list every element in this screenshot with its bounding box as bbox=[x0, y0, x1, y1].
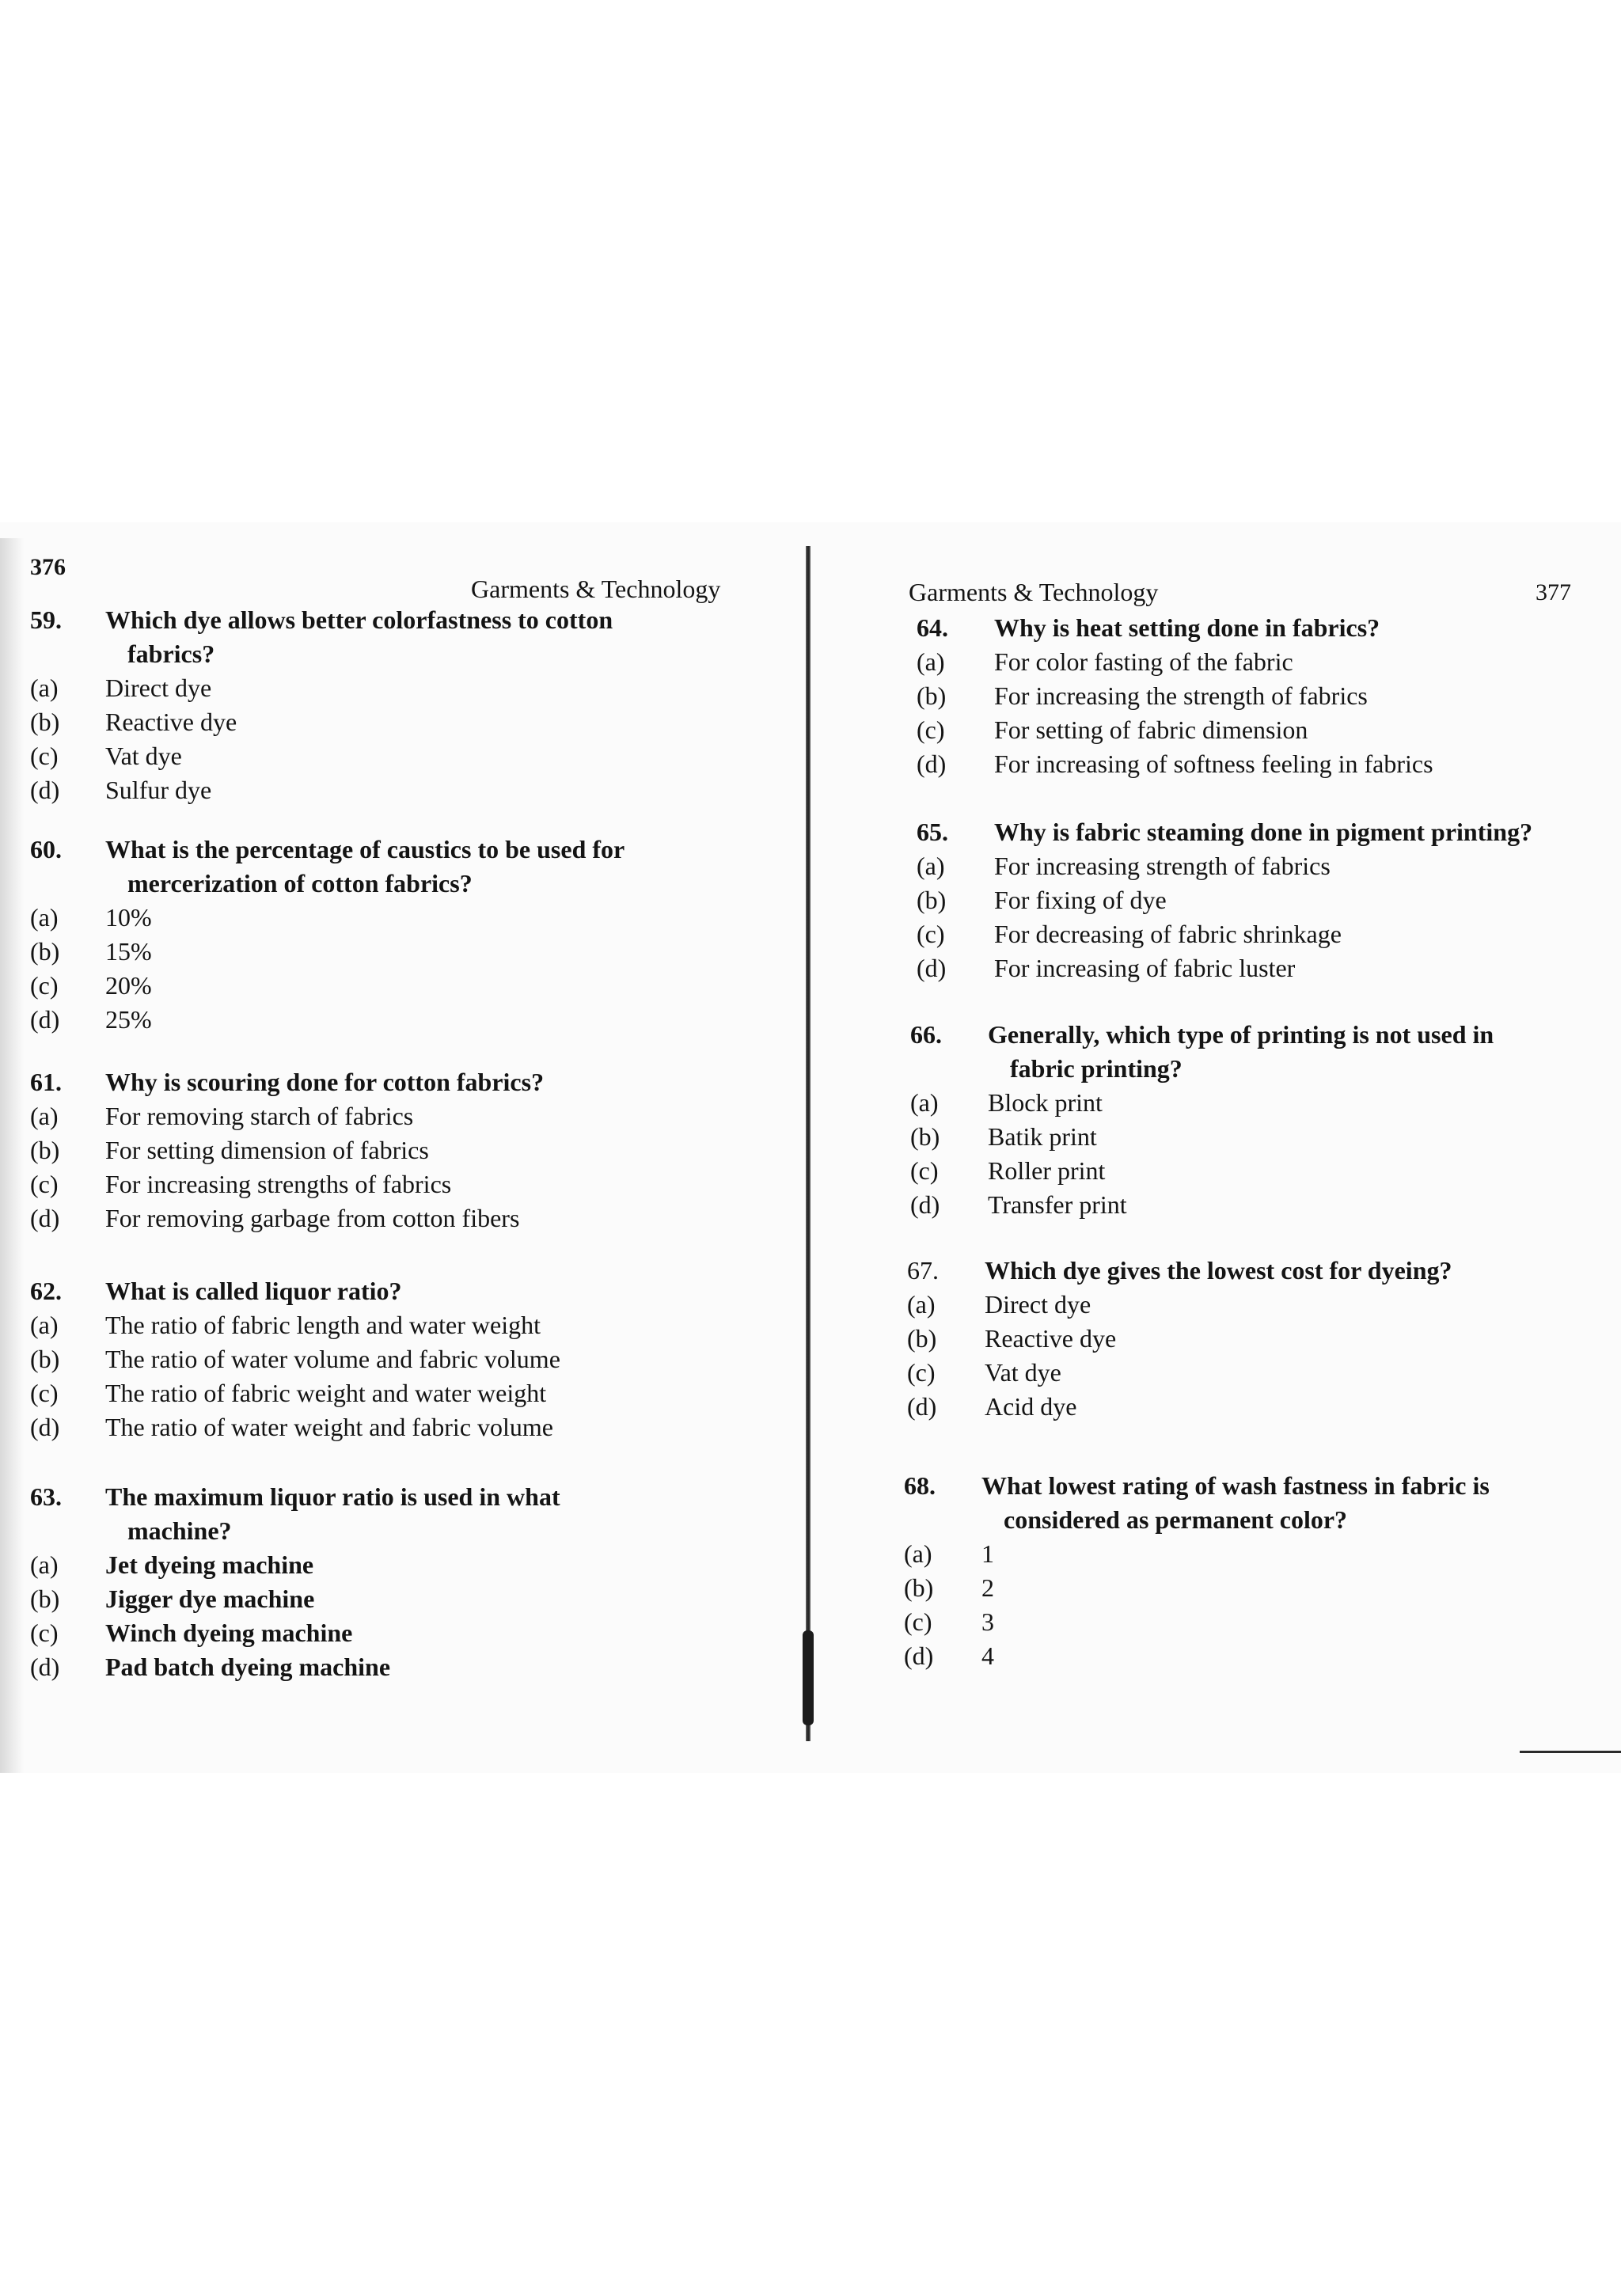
option-text: 4 bbox=[981, 1641, 994, 1670]
option-b bbox=[904, 1571, 1581, 1605]
option-d bbox=[907, 1390, 1580, 1424]
option-label: (d) bbox=[30, 1204, 60, 1232]
option-text: The ratio of water weight and fabric volume bbox=[105, 1413, 553, 1441]
question-number: 62. bbox=[30, 1277, 62, 1305]
question-number: 65. bbox=[917, 818, 948, 846]
question-text: Why is scouring done for cotton fabrics? bbox=[105, 1068, 545, 1096]
option-label: (a) bbox=[30, 674, 59, 702]
question-63 bbox=[30, 1480, 750, 1684]
page-number: 376 bbox=[30, 554, 66, 580]
option-label: (b) bbox=[30, 1584, 60, 1613]
question-text bbox=[981, 1469, 1581, 1537]
option-text: Jigger dye machine bbox=[105, 1584, 315, 1613]
option-text: The ratio of water volume and fabric volume bbox=[105, 1345, 560, 1373]
question-number: 63. bbox=[30, 1482, 62, 1511]
option-label: (a) bbox=[904, 1539, 932, 1568]
running-head: Garments & Technology bbox=[471, 575, 721, 603]
question-text-line: fabrics? bbox=[127, 639, 215, 668]
option-label: (c) bbox=[30, 1379, 59, 1407]
gutter-binding-shadow bbox=[803, 1630, 814, 1725]
option-d bbox=[30, 1410, 750, 1444]
option-label: (c) bbox=[917, 715, 945, 744]
question-stem bbox=[30, 603, 750, 671]
question-text: Which dye gives the lowest cost for dyeing? bbox=[985, 1256, 1452, 1285]
question-stem bbox=[30, 1065, 750, 1099]
option-a bbox=[910, 1086, 1583, 1120]
option-d bbox=[910, 1188, 1583, 1222]
option-label: (b) bbox=[910, 1122, 940, 1151]
option-a bbox=[917, 849, 1581, 883]
option-label: (a) bbox=[910, 1088, 939, 1117]
option-a bbox=[917, 645, 1581, 679]
option-text: 25% bbox=[105, 1005, 152, 1034]
question-text bbox=[105, 603, 750, 671]
right-page bbox=[902, 578, 1583, 1725]
option-label: (c) bbox=[30, 971, 59, 1000]
option-text: Direct dye bbox=[985, 1290, 1091, 1319]
question-number: 67. bbox=[907, 1256, 939, 1285]
option-b bbox=[30, 935, 750, 969]
option-b bbox=[30, 1133, 750, 1167]
question-text bbox=[105, 1480, 750, 1548]
question-text-line: machine? bbox=[127, 1516, 232, 1545]
option-text: For increasing of fabric luster bbox=[994, 954, 1296, 982]
option-text: 1 bbox=[981, 1539, 994, 1568]
option-text: For color fasting of the fabric bbox=[994, 647, 1293, 676]
question-text: Why is fabric steaming done in pigment printing? bbox=[994, 818, 1533, 846]
book-gutter bbox=[806, 546, 810, 1741]
option-d bbox=[30, 1650, 750, 1684]
option-b bbox=[30, 1342, 750, 1376]
option-text: For increasing of softness feeling in fabrics bbox=[994, 750, 1433, 778]
option-text: Vat dye bbox=[985, 1358, 1061, 1387]
option-label: (a) bbox=[907, 1290, 936, 1319]
option-label: (a) bbox=[30, 903, 59, 932]
question-text: Why is heat setting done in fabrics? bbox=[994, 613, 1380, 642]
option-text: Direct dye bbox=[105, 674, 212, 702]
option-label: (c) bbox=[30, 1170, 59, 1198]
option-a bbox=[30, 671, 750, 705]
option-label: (b) bbox=[904, 1573, 934, 1602]
option-label: (c) bbox=[917, 920, 945, 948]
option-text: For setting of fabric dimension bbox=[994, 715, 1308, 744]
option-text: For fixing of dye bbox=[994, 886, 1167, 914]
option-text: 20% bbox=[105, 971, 152, 1000]
option-b bbox=[910, 1120, 1583, 1154]
question-stem bbox=[907, 1254, 1580, 1288]
option-label: (d) bbox=[30, 1413, 60, 1441]
question-stem bbox=[917, 815, 1581, 849]
option-label: (b) bbox=[907, 1324, 937, 1353]
question-64 bbox=[917, 611, 1581, 781]
option-text: 3 bbox=[981, 1607, 994, 1636]
option-text: Vat dye bbox=[105, 742, 182, 770]
option-label: (b) bbox=[30, 1136, 60, 1164]
question-text-line: fabric printing? bbox=[1010, 1054, 1183, 1083]
option-text: The ratio of fabric length and water weight bbox=[105, 1311, 541, 1339]
option-d bbox=[30, 1003, 750, 1037]
option-b bbox=[917, 883, 1581, 917]
question-text-line: What is the percentage of caustics to be used for bbox=[105, 835, 625, 863]
question-number: 66. bbox=[910, 1020, 942, 1049]
question-stem bbox=[30, 1480, 750, 1548]
question-66 bbox=[910, 1018, 1583, 1222]
option-text: Roller print bbox=[988, 1156, 1106, 1185]
option-label: (d) bbox=[917, 750, 947, 778]
option-c bbox=[30, 1616, 750, 1650]
question-text-line: Which dye allows better colorfastness to cotton bbox=[105, 605, 613, 634]
option-label: (c) bbox=[907, 1358, 936, 1387]
option-c bbox=[30, 1376, 750, 1410]
option-label: (d) bbox=[910, 1190, 940, 1219]
option-text: 10% bbox=[105, 903, 152, 932]
page-corner-rule bbox=[1520, 1751, 1621, 1753]
option-label: (a) bbox=[30, 1311, 59, 1339]
option-label: (d) bbox=[917, 954, 947, 982]
question-stem bbox=[30, 833, 750, 901]
question-number: 60. bbox=[30, 835, 62, 863]
option-text: For decreasing of fabric shrinkage bbox=[994, 920, 1342, 948]
option-text: Transfer print bbox=[988, 1190, 1127, 1219]
question-68 bbox=[904, 1469, 1581, 1673]
option-c bbox=[917, 917, 1581, 951]
option-label: (d) bbox=[904, 1641, 934, 1670]
option-d bbox=[904, 1639, 1581, 1673]
option-c bbox=[30, 739, 750, 773]
question-61 bbox=[30, 1065, 750, 1235]
question-text-line: considered as permanent color? bbox=[1004, 1505, 1348, 1534]
option-text: For removing starch of fabrics bbox=[105, 1102, 414, 1130]
option-text: Pad batch dyeing machine bbox=[105, 1653, 391, 1681]
option-c bbox=[30, 969, 750, 1003]
option-label: (c) bbox=[30, 742, 59, 770]
option-text: For increasing the strength of fabrics bbox=[994, 681, 1368, 710]
option-b bbox=[907, 1322, 1580, 1356]
question-67 bbox=[907, 1254, 1580, 1424]
option-text: 2 bbox=[981, 1573, 994, 1602]
running-head: Garments & Technology bbox=[909, 578, 1159, 606]
option-label: (d) bbox=[907, 1392, 937, 1421]
option-c bbox=[917, 713, 1581, 747]
question-text-line: The maximum liquor ratio is used in what bbox=[105, 1482, 560, 1511]
option-label: (d) bbox=[30, 1005, 60, 1034]
option-label: (a) bbox=[30, 1102, 59, 1130]
option-text: 15% bbox=[105, 937, 152, 966]
option-a bbox=[30, 1308, 750, 1342]
option-text: Sulfur dye bbox=[105, 776, 212, 804]
option-label: (c) bbox=[904, 1607, 932, 1636]
option-a bbox=[30, 1548, 750, 1582]
option-label: (a) bbox=[30, 1550, 59, 1579]
question-65 bbox=[917, 815, 1581, 985]
question-text-line: mercerization of cotton fabrics? bbox=[127, 869, 473, 898]
option-label: (a) bbox=[917, 647, 945, 676]
question-number: 59. bbox=[30, 605, 62, 634]
option-c bbox=[904, 1605, 1581, 1639]
option-label: (d) bbox=[30, 776, 60, 804]
left-page bbox=[24, 554, 760, 1725]
option-label: (d) bbox=[30, 1653, 60, 1681]
question-stem bbox=[910, 1018, 1583, 1086]
question-stem bbox=[917, 611, 1581, 645]
option-label: (c) bbox=[30, 1619, 59, 1647]
option-a bbox=[30, 1099, 750, 1133]
question-text-line: What lowest rating of wash fastness in fabric is bbox=[981, 1471, 1490, 1500]
option-b bbox=[917, 679, 1581, 713]
option-label: (b) bbox=[917, 681, 947, 710]
option-text: Reactive dye bbox=[985, 1324, 1117, 1353]
option-a bbox=[30, 901, 750, 935]
option-b bbox=[30, 1582, 750, 1616]
question-60 bbox=[30, 833, 750, 1037]
option-text: Block print bbox=[988, 1088, 1103, 1117]
option-c bbox=[907, 1356, 1580, 1390]
option-text: Winch dyeing machine bbox=[105, 1619, 353, 1647]
option-c bbox=[910, 1154, 1583, 1188]
question-62 bbox=[30, 1274, 750, 1444]
page-edge-shadow bbox=[0, 538, 24, 1773]
question-text bbox=[105, 833, 750, 901]
option-text: Jet dyeing machine bbox=[105, 1550, 314, 1579]
option-d bbox=[917, 747, 1581, 781]
question-text: What is called liquor ratio? bbox=[105, 1277, 402, 1305]
option-text: Reactive dye bbox=[105, 708, 237, 736]
question-number: 68. bbox=[904, 1471, 936, 1500]
option-label: (c) bbox=[910, 1156, 939, 1185]
option-text: Acid dye bbox=[985, 1392, 1077, 1421]
option-text: For removing garbage from cotton fibers bbox=[105, 1204, 520, 1232]
page-number: 377 bbox=[1536, 579, 1571, 605]
question-text-line: Generally, which type of printing is not used in bbox=[988, 1020, 1494, 1049]
option-c bbox=[30, 1167, 750, 1201]
question-stem bbox=[904, 1469, 1581, 1537]
option-a bbox=[907, 1288, 1580, 1322]
option-label: (b) bbox=[30, 708, 60, 736]
option-label: (b) bbox=[30, 937, 60, 966]
option-d bbox=[30, 1201, 750, 1235]
option-text: Batik print bbox=[988, 1122, 1097, 1151]
option-text: For increasing strength of fabrics bbox=[994, 852, 1331, 880]
option-a bbox=[904, 1537, 1581, 1571]
option-d bbox=[917, 951, 1581, 985]
question-number: 64. bbox=[917, 613, 948, 642]
question-stem bbox=[30, 1274, 750, 1308]
option-text: For setting dimension of fabrics bbox=[105, 1136, 429, 1164]
option-label: (b) bbox=[917, 886, 947, 914]
option-label: (a) bbox=[917, 852, 945, 880]
option-text: For increasing strengths of fabrics bbox=[105, 1170, 452, 1198]
question-59 bbox=[30, 603, 750, 807]
option-text: The ratio of fabric weight and water weight bbox=[105, 1379, 547, 1407]
question-number: 61. bbox=[30, 1068, 62, 1096]
option-b bbox=[30, 705, 750, 739]
question-text bbox=[988, 1018, 1583, 1086]
option-label: (b) bbox=[30, 1345, 60, 1373]
option-d bbox=[30, 773, 750, 807]
